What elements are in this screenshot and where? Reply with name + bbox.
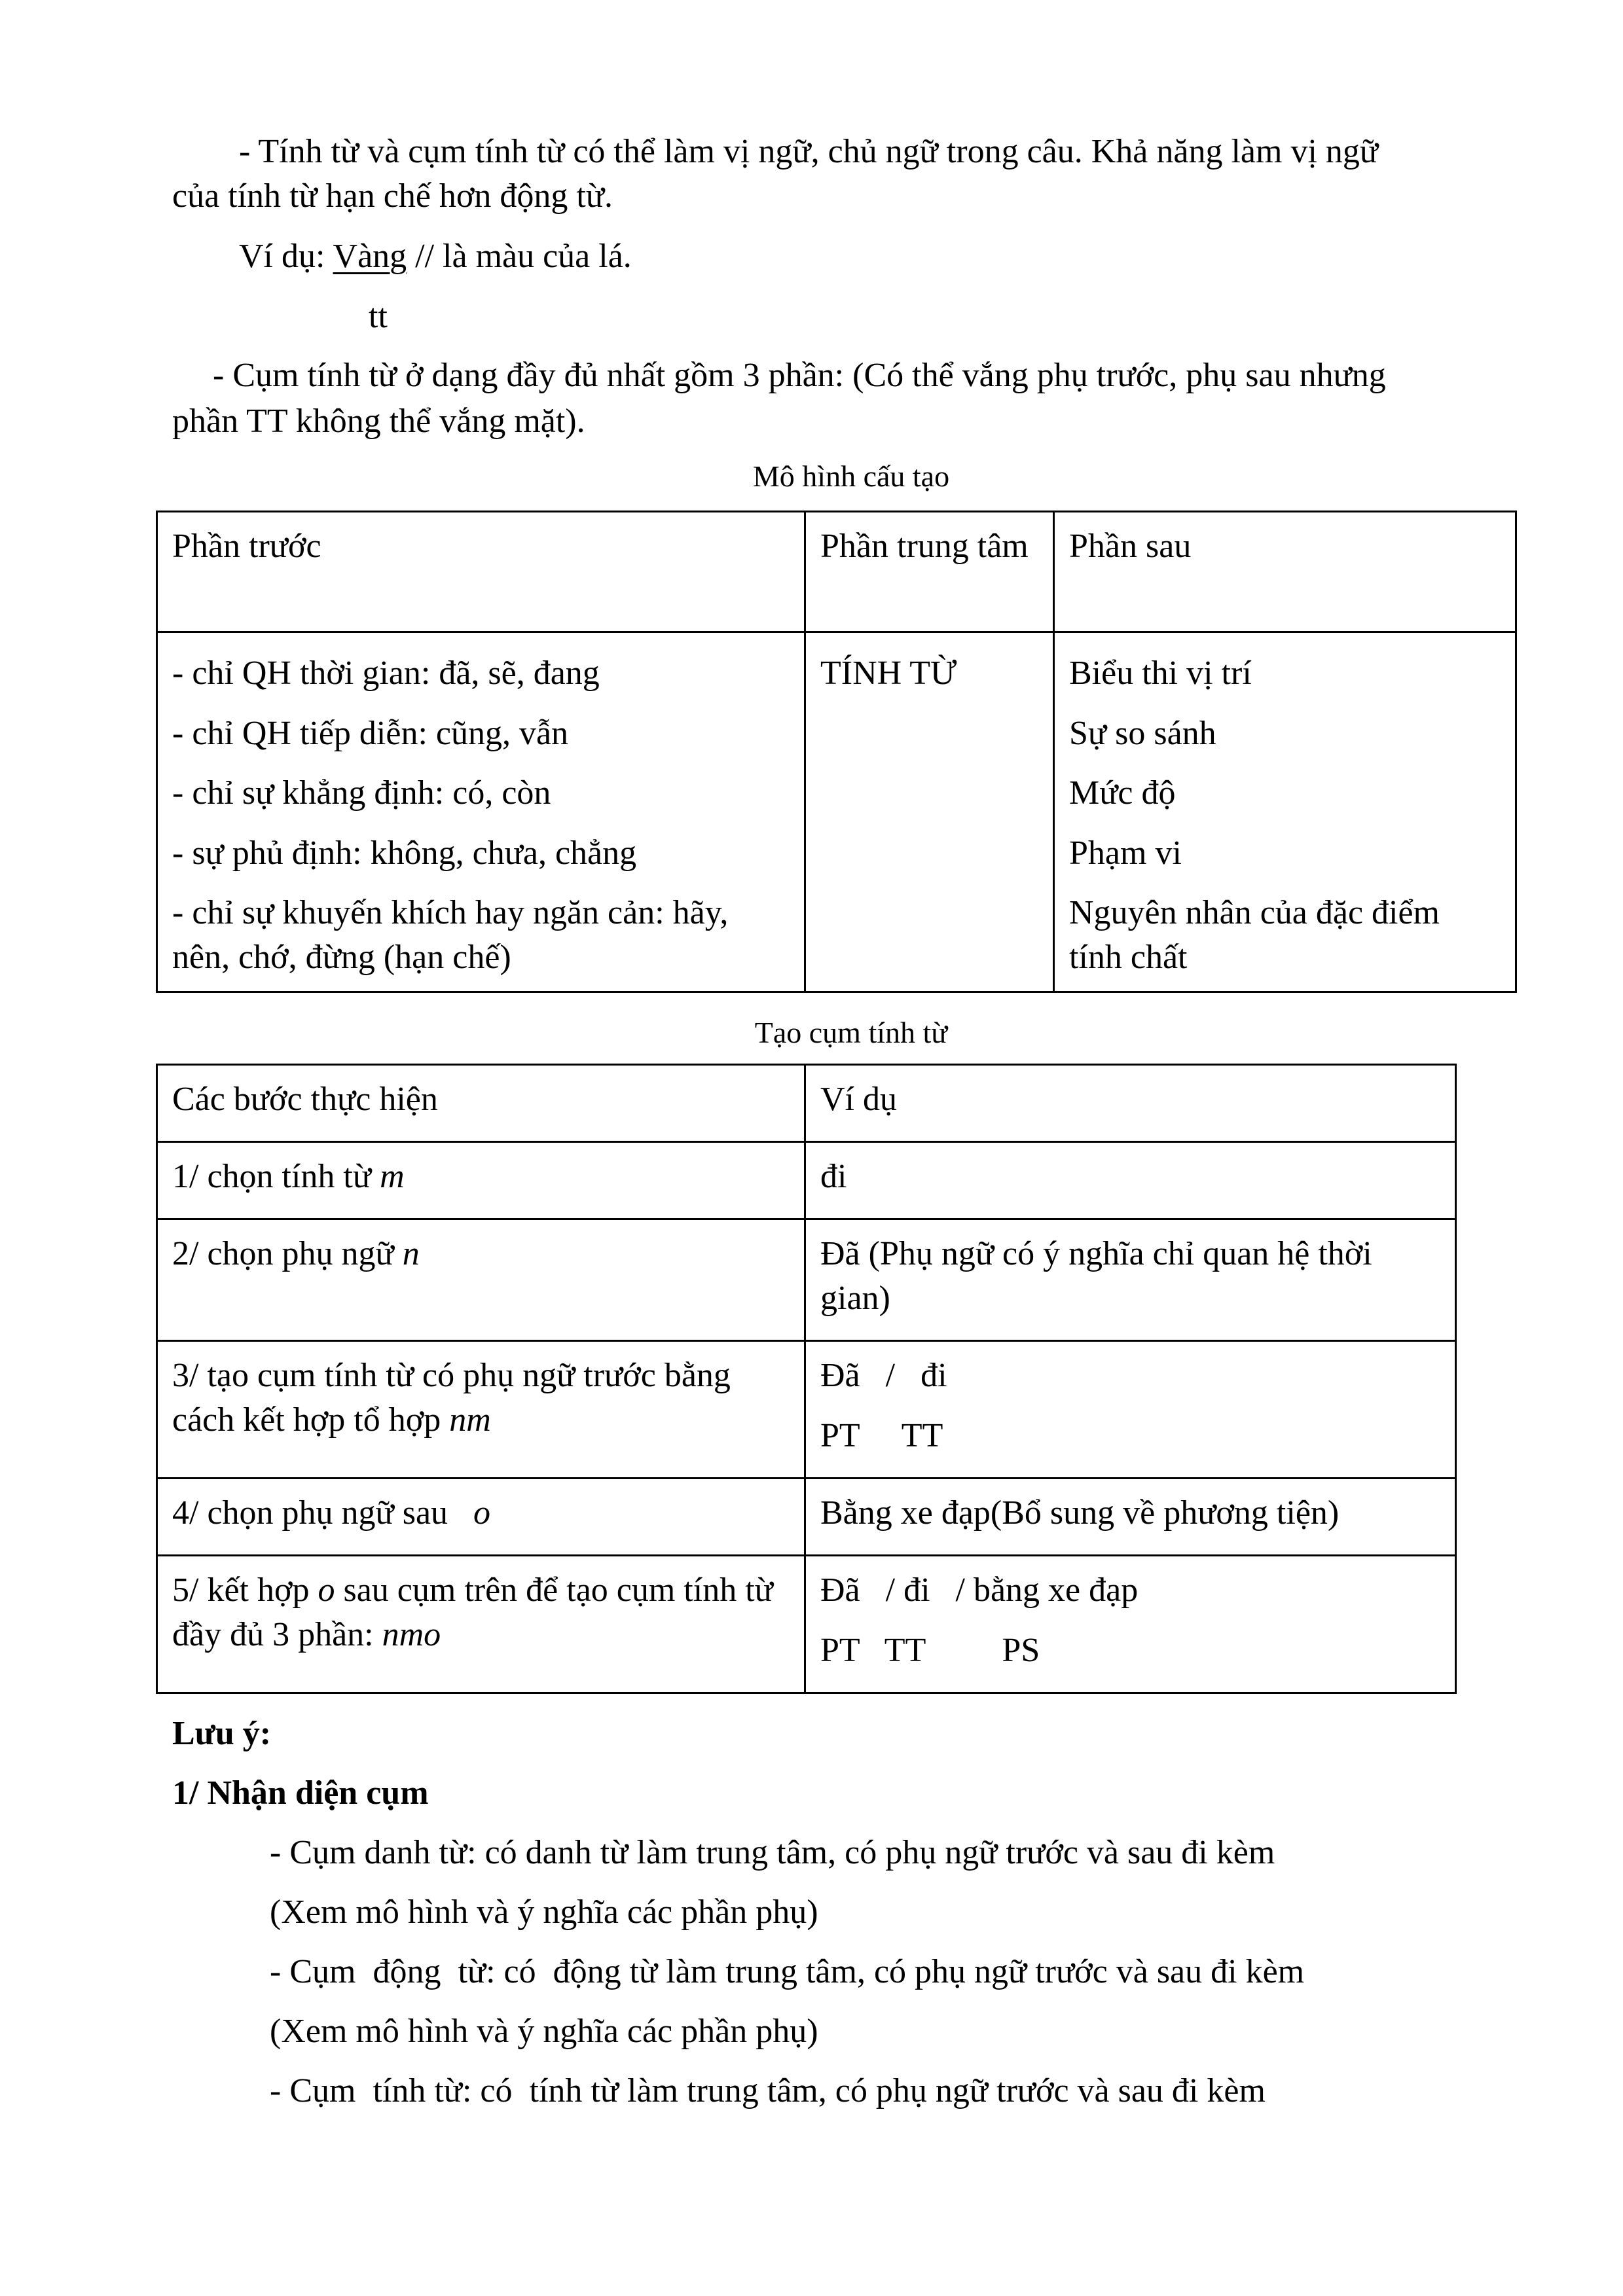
example-prefix: Ví dụ: — [239, 238, 333, 275]
example-line: Đã / đi / bằng xe đạp — [820, 1571, 1139, 1609]
part-before-cell — [157, 632, 805, 992]
step-variable: o — [473, 1494, 491, 1532]
before-item: - chỉ sự khẳng định: có, còn — [172, 774, 551, 812]
step-variable: m — [380, 1158, 405, 1195]
after-item: Phạm vi — [1069, 834, 1182, 872]
header-example: Ví dụ — [805, 1065, 1456, 1142]
before-item: - sự phủ định: không, chưa, chẳng — [172, 834, 637, 872]
notes-title: Lưu ý: — [172, 1715, 272, 1752]
step-text: 1/ chọn tính từ — [172, 1158, 380, 1195]
example-cell: Bằng xe đạp(Bổ sung về phương tiện) — [805, 1479, 1456, 1556]
note-line: (Xem mô hình và ý nghĩa các phần phụ) — [270, 1893, 818, 1931]
example-sentence — [239, 234, 632, 279]
table-row — [157, 1219, 1456, 1341]
example-cell — [805, 1341, 1456, 1479]
table-row — [157, 1556, 1456, 1693]
table2-caption: Tạo cụm tính từ — [754, 1016, 948, 1049]
note-line: - Cụm động từ: có động từ làm trung tâm, có phụ ngữ trước và sau đi kèm — [270, 1953, 1305, 1990]
example-cell — [805, 1556, 1456, 1693]
intro-line-1: - Tính từ và cụm tính từ có thể làm vị ngữ, chủ ngữ trong câu. Khả năng làm vị ngữ — [239, 133, 1379, 170]
part-center-cell: TÍNH TỪ — [805, 632, 1054, 992]
before-item: - chỉ sự khuyến khích hay ngăn cản: hãy, nên, chớ, đừng (hạn chế) — [172, 894, 729, 976]
example-rest: // là màu của lá. — [407, 238, 632, 275]
step-variable: o — [318, 1571, 335, 1609]
table-row — [157, 1479, 1456, 1556]
header-part-center: Phần trung tâm — [805, 512, 1054, 632]
example-labels: PT TT PS — [820, 1631, 1040, 1669]
note-line: - Cụm tính từ: có tính từ làm trung tâm, có phụ ngữ trước và sau đi kèm — [270, 2072, 1266, 2109]
step-variable: nm — [449, 1401, 491, 1439]
after-item: Mức độ — [1069, 774, 1176, 812]
step-text: 2/ chọn phụ ngữ — [172, 1235, 403, 1272]
step-cell — [157, 1556, 805, 1693]
after-item: Sự so sánh — [1069, 714, 1216, 752]
example-cell: đi — [805, 1142, 1456, 1219]
structure-table — [156, 511, 1517, 993]
header-part-after: Phần sau — [1054, 512, 1516, 632]
example-line: Đã / đi — [820, 1357, 947, 1394]
before-item: - chỉ QH thời gian: đã, sẽ, đang — [172, 655, 600, 692]
intro-line-3: - Cụm tính từ ở dạng đầy đủ nhất gồm 3 phần: (Có thể vắng phụ trước, phụ sau nhưng — [213, 357, 1386, 394]
step-cell — [157, 1219, 805, 1341]
before-item: - chỉ QH tiếp diễn: cũng, vẫn — [172, 714, 569, 752]
table-row — [157, 1341, 1456, 1479]
after-item: Nguyên nhân của đặc điểm tính chất — [1069, 894, 1440, 976]
structure-table-row — [157, 632, 1516, 992]
header-steps: Các bước thực hiện — [157, 1065, 805, 1142]
steps-table-header — [157, 1065, 1456, 1142]
header-part-before: Phần trước — [157, 512, 805, 632]
intro-line-4: phần TT không thể vắng mặt). — [172, 403, 585, 440]
step-text: 5/ kết hợp — [172, 1571, 318, 1609]
note-line: (Xem mô hình và ý nghĩa các phần phụ) — [270, 2013, 818, 2050]
part-after-cell — [1054, 632, 1516, 992]
after-item: Biểu thi vị trí — [1069, 655, 1252, 692]
table1-caption: Mô hình cấu tạo — [752, 459, 950, 493]
step-cell — [157, 1479, 805, 1556]
steps-table — [156, 1064, 1457, 1694]
step-text: sau cụm trên để tạo cụm tính từ đầy đủ 3 phần: — [172, 1571, 773, 1653]
step-variable: nmo — [382, 1615, 441, 1653]
notes-subtitle: 1/ Nhận diện cụm — [172, 1774, 429, 1812]
step-variable: n — [402, 1235, 420, 1272]
note-line: - Cụm danh từ: có danh từ làm trung tâm, có phụ ngữ trước và sau đi kèm — [270, 1834, 1275, 1871]
example-cell: Đã (Phụ ngữ có ý nghĩa chỉ quan hệ thời gian) — [805, 1219, 1456, 1341]
intro-line-2: của tính từ hạn chế hơn động từ. — [172, 177, 613, 215]
table-row — [157, 1142, 1456, 1219]
example-word: Vàng — [333, 238, 407, 275]
step-text: 4/ chọn phụ ngữ sau — [172, 1494, 474, 1532]
structure-table-header — [157, 512, 1516, 632]
example-labels: PT TT — [820, 1416, 943, 1454]
example-tag: tt — [369, 298, 388, 335]
step-cell — [157, 1341, 805, 1479]
step-text: 3/ tạo cụm tính từ có phụ ngữ trước bằng cách kết hợp tổ hợp — [172, 1357, 731, 1439]
step-cell — [157, 1142, 805, 1219]
